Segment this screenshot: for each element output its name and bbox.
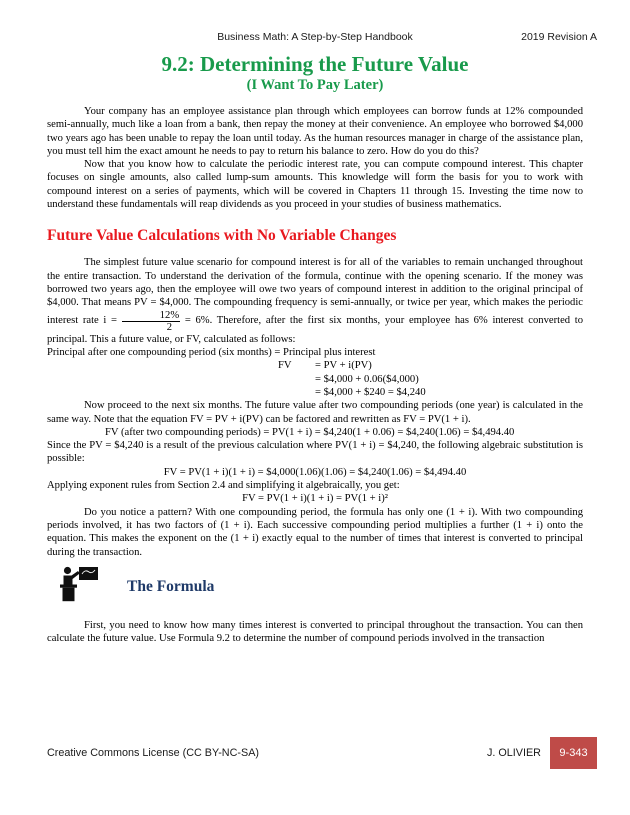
fv-substitution-equation: FV = PV(1 + i)(1 + i) = $4,000(1.06)(1.06) = $4,240(1.06) = $4,494.40 [163,466,467,478]
page-number-badge: 9-343 [550,737,597,769]
heading-future-value-calculations: Future Value Calculations with No Variable Changes [47,227,397,245]
author-name: J. OLIVIER [486,747,541,759]
page-body [47,105,583,646]
pattern-paragraph: Do you notice a pattern? With one compounding period, the formula has only one (1 + i). With two compounding periods involved, it has two factors of (1 + i). Each successive compounding period multiplies a further (1 + i) onto the equation. This makes the exponent on the (1 + i) exactly equal to the number of times that interest is converted to principal during the transaction. [47,506,583,558]
section-title: 9.2: Determining the Future Value [161,52,469,76]
teacher-blackboard-icon [58,566,100,607]
fraction-denominator: 2 [166,321,173,333]
intro-paragraph-2: Now that you know how to calculate the periodic interest rate, you can compute compound interest. This chapter focuses on single amounts, also called lump-sum amounts. This knowledge will form the basis for you to work with compound interest on a series of payments, which will be covered in Chapters 11 through 15. Investing the time now to understand these fundamentals will reap dividends as you proceed in your studies of business mathematics. [47,159,583,211]
revision-label: 2019 Revision A [521,31,597,43]
fv-equation-rhs-2: = $4,000 + 0.06($4,000) [315,373,419,385]
heading-the-formula: The Formula [127,577,215,595]
license-text: Creative Commons License (CC BY-NC-SA) [47,747,259,759]
fv-two-periods-equation: FV (after two compounding periods) = PV(1 + i) = $4,240(1 + 0.06) = $4,240(1.06) = $4,494.40 [105,426,515,438]
next-six-months-paragraph: Now proceed to the next six months. The future value after two compounding periods (one year) is calculated in the same way. Note that the equation FV = PV + i(PV) can be factored and rewritten as FV = PV(1 + i). [47,400,583,425]
substitution-paragraph: Since the PV = $4,240 is a result of the previous calculation where PV(1 + i) = $4,240, the following algebraic substitution is possible: [47,440,583,465]
intro-paragraph-1: Your company has an employee assistance plan through which employees can borrow funds at 12% compounded semi-annually, much like a loan from a bank, then repay the money at their convenience. An employee who borrowed $4,000 two years ago has been unable to repay the loan until today. As the human resources manager in charge of the assistance plan, you must tell him the exact amount he needs to pay to return his balance to zero. How do you do this? [47,106,583,157]
fv-equation-rhs-3: = $4,000 + $240 = $4,240 [315,386,426,398]
derivation-paragraph [47,256,583,346]
fv-equation-rhs-1: = PV + i(PV) [315,360,372,372]
the-formula-heading-row [58,566,583,607]
fv-equation-line-1 [278,359,583,372]
fv-equation-line-2 [278,373,583,386]
derivation-text-before-fraction: The simplest future value scenario for compound interest is for all of the variables to remain unchanged throughout the entire transaction. To understand the derivation of the formula, continue with the opening scenario. If the money was borrowed two years ago, then the employee will owe two years of compound interest in addition to the original principal of $4,000. That means PV = $4,000. The compounding frequency is semi-annually, or twice per year, which makes the periodic interest rate i = [47,257,583,326]
page-footer [47,737,597,769]
fv-variable-label: FV [278,360,292,372]
derivation-text-after-fraction: = 6%. Therefore, after the first six months, your employee has 6% interest converted to principal. This a future value, or FV, calculated as follows: [47,314,583,345]
fv-derivation-block [278,359,583,399]
formula-intro-paragraph: First, you need to know how many times interest is converted to principal throughout the transaction. You can then calculate the future value. Use Formula 9.2 to determine the number of compound periods involved in the transaction [47,620,583,645]
principal-definition-line: Principal after one compounding period (six months) = Principal plus interest [47,347,376,359]
interest-rate-fraction [122,310,180,333]
book-title: Business Math: A Step-by-Step Handbook [217,31,413,43]
fraction-numerator: 12% [122,310,180,322]
fv-exponent-equation: FV = PV(1 + i)(1 + i) = PV(1 + i)² [242,493,388,505]
fv-equation-line-3 [278,386,583,399]
exponent-rules-line: Applying exponent rules from Section 2.4 and simplifying it algebraically, you get: [47,480,400,492]
page-header [0,0,630,43]
section-subtitle: (I Want To Pay Later) [246,77,384,93]
footer-right-group [487,737,597,769]
